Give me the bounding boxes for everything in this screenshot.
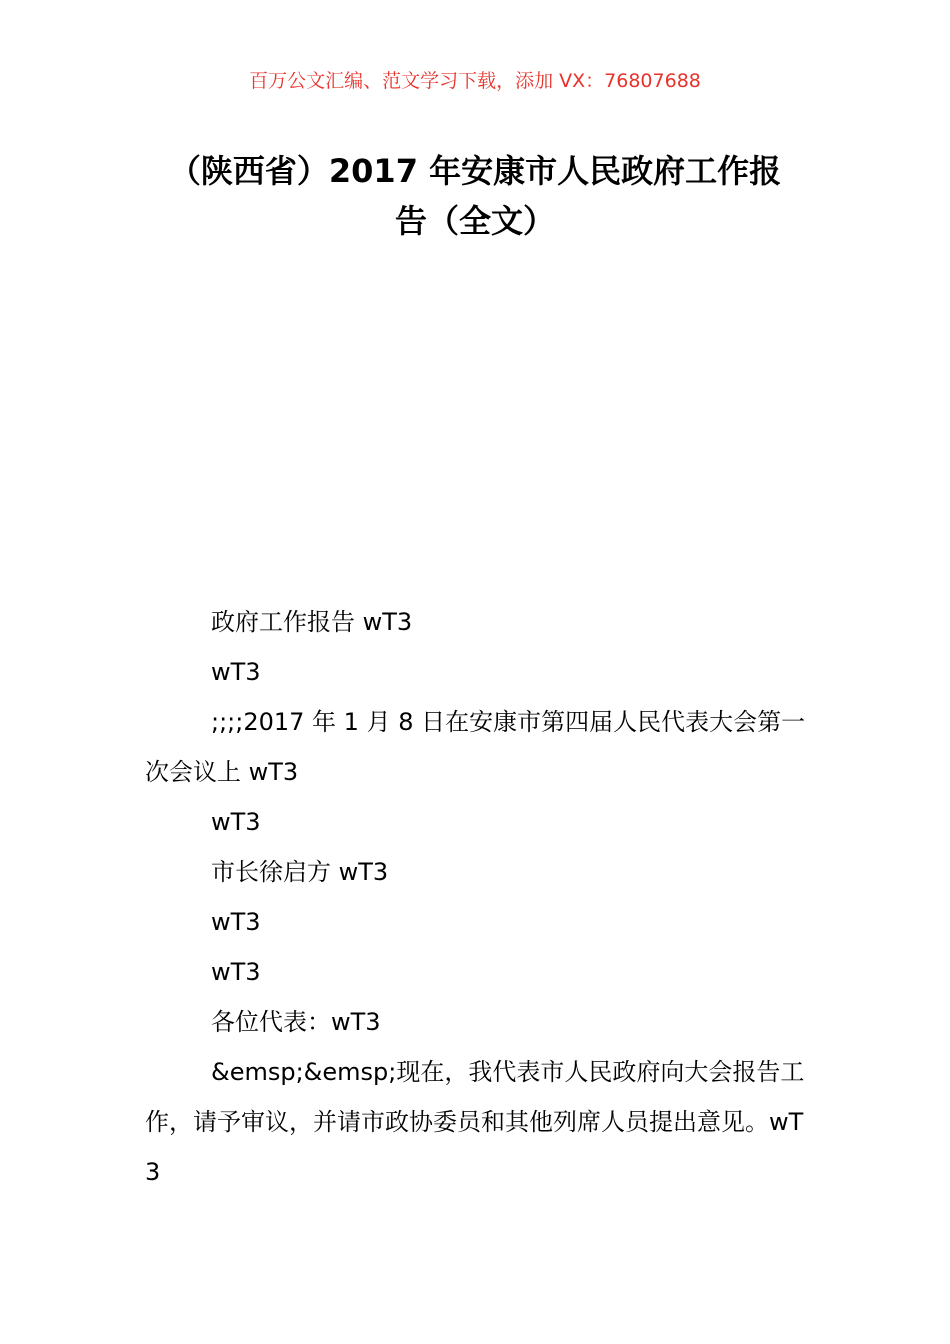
paragraph: wT3	[211, 958, 261, 986]
paragraph: wT3	[211, 808, 261, 836]
document-title	[140, 146, 810, 246]
paragraph-salutation: 各位代表：wT3	[211, 1008, 381, 1036]
paragraph-report-label: 政府工作报告 wT3	[211, 608, 413, 636]
document-title-line-2: 告（全文）	[394, 202, 555, 240]
paragraph-speaker: 市长徐启方 wT3	[211, 858, 389, 886]
document-title-line-1: （陕西省）2017 年安康市人民政府工作报	[168, 152, 782, 190]
paragraph-opening: &emsp;&emsp;现在，我代表市人民政府向大会报告工作，请予审议，并请市政协委员和其他列席人员提出意见。wT3	[145, 1058, 805, 1186]
header-note: 百万公文汇编、范文学习下载，添加 VX：76807688	[249, 70, 701, 92]
paragraph-meeting-date: ;;;;2017 年 1 月 8 日在安康市第四届人民代表大会第一次会议上 wT3	[145, 708, 806, 786]
paragraph: wT3	[211, 908, 261, 936]
paragraph: wT3	[211, 658, 261, 686]
document-body	[145, 597, 810, 1197]
